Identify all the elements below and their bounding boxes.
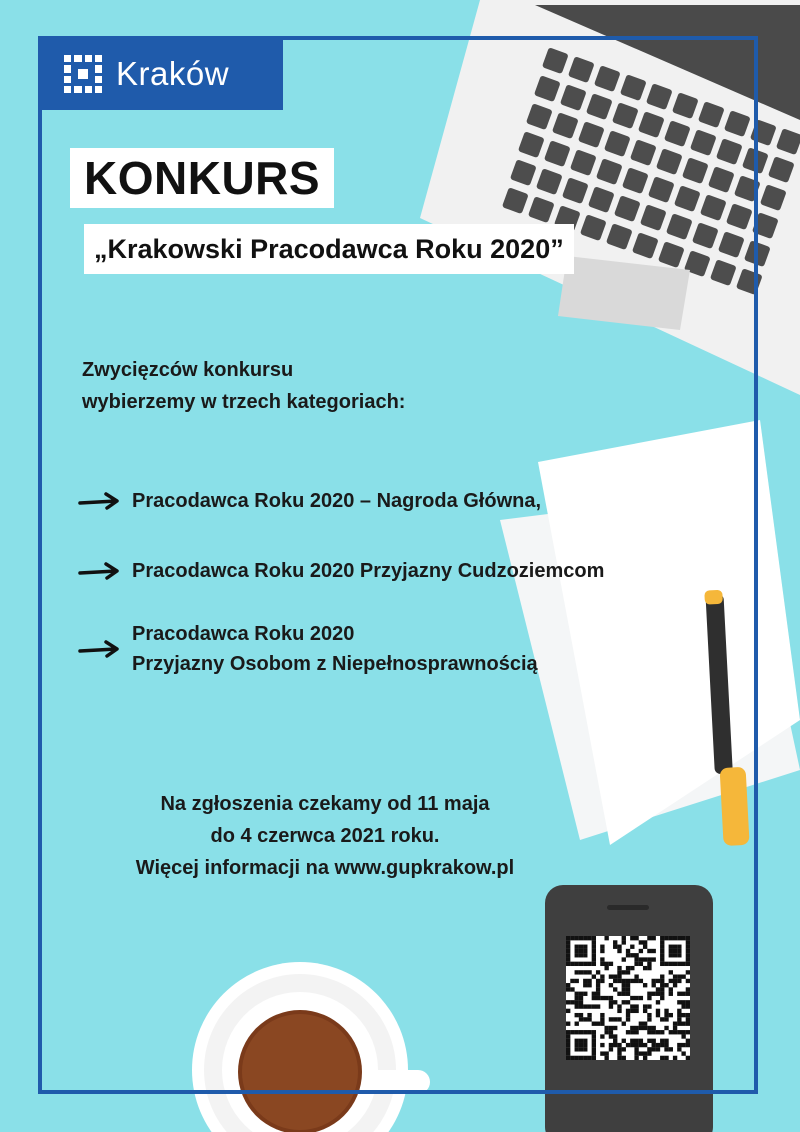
closing-line: do 4 czerwca 2021 roku. — [210, 825, 440, 847]
intro-line: wybierzemy w trzech kategoriach: — [82, 391, 406, 413]
category-label: Przyjazny Osobom z Niepełnosprawnością — [132, 653, 538, 675]
subtitle-box — [84, 224, 574, 274]
category-item-1 — [78, 486, 541, 516]
krakow-logo-icon — [62, 53, 104, 95]
closing-text — [60, 788, 590, 884]
category-label: Pracodawca Roku 2020 — [132, 623, 355, 645]
intro-text — [82, 354, 542, 418]
logo-text: Kraków — [116, 55, 230, 92]
category-label: Pracodawca Roku 2020 Przyjazny Cudzoziemcom — [132, 560, 605, 582]
poster-subtitle: „Krakowski Pracodawca Roku 2020” — [94, 233, 564, 264]
category-item-2 — [78, 556, 604, 586]
arrow-right-icon — [78, 639, 122, 659]
closing-line: Więcej informacji na www.gupkrakow.pl — [135, 857, 515, 879]
arrow-right-icon — [78, 491, 122, 511]
poster-title: KONKURS — [84, 152, 321, 204]
krakow-logo[interactable] — [38, 38, 283, 110]
arrow-right-icon — [78, 561, 122, 581]
intro-line: Zwycięzców konkursu — [82, 359, 294, 381]
category-label: Pracodawca Roku 2020 – Nagroda Główna, — [132, 490, 542, 512]
closing-line: Na zgłoszenia czekamy od 11 maja — [160, 793, 490, 815]
title-box — [70, 148, 334, 208]
category-item-3 — [78, 619, 538, 679]
qr-code[interactable] — [566, 936, 690, 1060]
